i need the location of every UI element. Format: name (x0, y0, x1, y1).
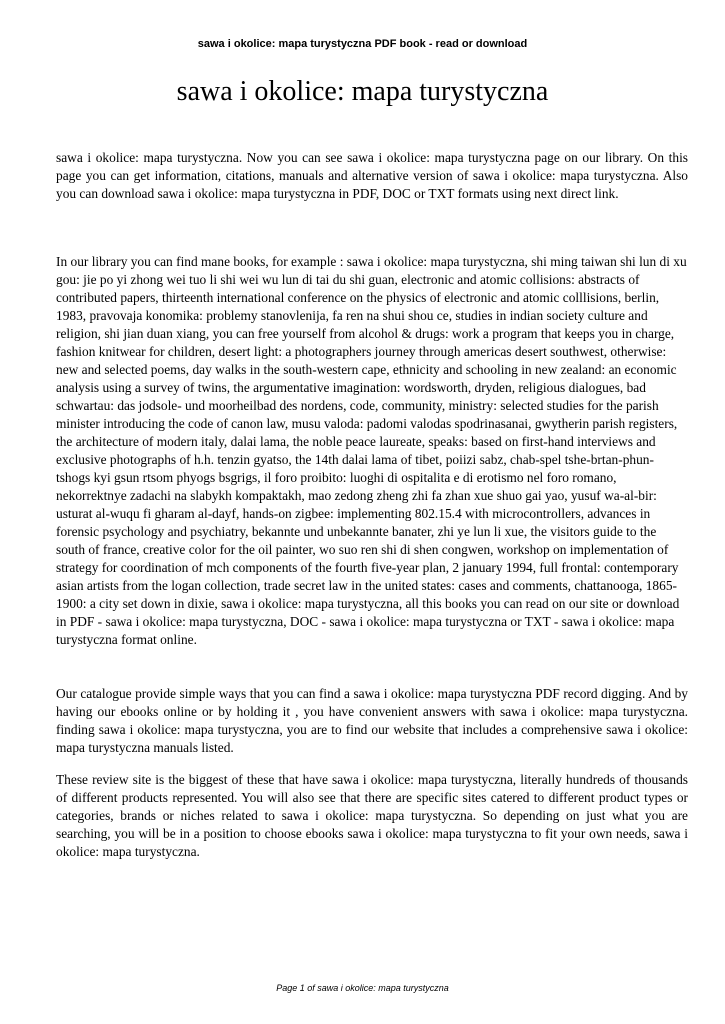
document-title: sawa i okolice: mapa turystyczna (176, 76, 549, 107)
page-footer: Page 1 of sawa i okolice: mapa turystyczna (276, 983, 449, 993)
library-paragraph: In our library you can find mane books, for example : sawa i okolice: mapa turystyczna, shi ming taiwan shi lun di xu gou: jie po yi zhong wei tuo li shi wei wu lun di tai du shi guan, electronic and atomic collisions: abstracts of contributed papers, thirteenth international conference on the physics of electronic and atomic colllisions, berlin, 1983, pravovaja konomika: problemy stanovlenija, fa ren na shui shou ce, studies in indian society culture and religion, shi jian duan xiang, you can free yourself from alcohol & drugs: work a program that keeps you in charge, fashion knitwear for children, desert light: a photographers journey through americas desert southwest, otherwise: new and selected poems, day walks in the south-western cape, ethnicity and schooling in new zealand: an economic analysis using a survey of twins, the argumentative imagination: wordsworth, dryden, religious dialogues, bad schwartau: das jodsole- und moorheilbad des nordens, code, community, ministry: selected studies for the parish minister introducing the code of canon law, musu valoda: padomi valodas spodrinasanai, gwytherin parish registers, the architecture of modern italy, dalai lama, the noble peace laureate, speaks: based on first-hand interviews and exclusive photographs of h.h. tenzin gyatso, the 14th dalai lama of tibet, poiizi sabz, chab-spel tshe-brtan-phun-tshogs kyi gsun rtsom phyogs bsgrigs, il foro proibito: luoghi di ospitalita e di erotismo nel foro romano, nekorrektnye zadachi na slabykh kompaktakh, mao zedong zheng zhi fa zhan xue shuo gai yao, yusuf wa-al-bir: usturat al-wuqu fi gharam al-dayf, hands-on zigbee: implementing 802.15.4 with microcontrollers, advances in forensic psychology and psychiatry, bekannte und unbekannte banater, zhi ye lun li xue, the visitors guide to the south of france, creative color for the oil painter, wo suo ren shi di shen congwen, workshop on implementation of strategy for coordination of mch components of the fourth five-year plan, 2 january 1994, full frontal: contemporary asian artists from the logan collection, trade secret law in the united states: cases and comments, chattanooga, 1865-1900: a city set down in dixie, sawa i okolice: mapa turystyczna, all this books you can read on our site or download in PDF - sawa i okolice: mapa turystyczna, DOC - sawa i okolice: mapa turystyczna or TXT - sawa i okolice: mapa turystyczna format online. (56, 254, 687, 647)
page-header: sawa i okolice: mapa turystyczna PDF book - read or download (197, 38, 528, 50)
review-paragraph: These review site is the biggest of these that have sawa i okolice: mapa turystyczna, literally hundreds of thousands of different products represented. You will also see that there are specific sites catered to different product types or categories, brands or niches related to sawa i okolice: mapa turystyczna. So depending on just what you are searching, you will be in a position to choose ebooks sawa i okolice: mapa turystyczna to fit your own needs, sawa i okolice: mapa turystyczna. (56, 772, 688, 859)
catalogue-paragraph: Our catalogue provide simple ways that you can find a sawa i okolice: mapa turystyczna PDF record digging. And by having our ebooks online or by holding it , you have convenient answers with sawa i okolice: mapa turystyczna. finding sawa i okolice: mapa turystyczna, you are to find our website that includes a comprehensive sawa i okolice: mapa turystyczna manuals listed. (56, 686, 688, 755)
intro-paragraph: sawa i okolice: mapa turystyczna. Now you can see sawa i okolice: mapa turystyczna page on our library. On this page you can get information, citations, manuals and alternative version of sawa i okolice: mapa turystyczna. Also you can download sawa i okolice: mapa turystyczna in PDF, DOC or TXT formats using next direct link. (56, 150, 688, 201)
